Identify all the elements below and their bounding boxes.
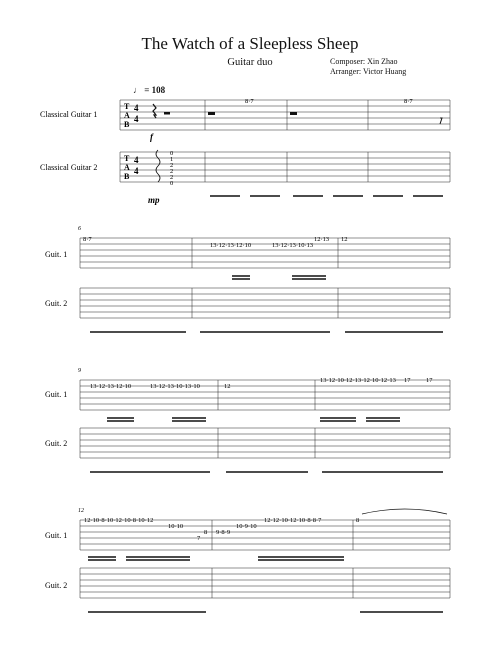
tie-curve bbox=[362, 509, 447, 514]
svg-text:1: 1 bbox=[170, 156, 174, 163]
tab-number: 10·9·10 bbox=[236, 523, 257, 530]
dynamic-forte: f bbox=[150, 132, 153, 142]
staff-guitar-2 bbox=[80, 568, 450, 598]
instrument-label-guitar-2: Guit. 2 bbox=[45, 439, 68, 448]
tab-clef-t: T bbox=[124, 102, 130, 111]
beamed-notes bbox=[232, 276, 326, 279]
tab-number: 13·12·13·12·10 bbox=[210, 242, 252, 249]
time-signature bbox=[134, 103, 139, 124]
tab-clef bbox=[124, 154, 130, 181]
system-4 bbox=[45, 508, 450, 612]
tab-number: 7 bbox=[197, 535, 201, 542]
composer-credit: Composer: Xin Zhao bbox=[330, 57, 398, 66]
tab-number: 8·7 bbox=[404, 98, 413, 105]
measure-number: 9 bbox=[78, 368, 81, 374]
staff-guitar-2 bbox=[80, 428, 450, 458]
tab-number: 17 bbox=[404, 377, 411, 384]
staff-guitar-2 bbox=[80, 288, 450, 318]
svg-text:4: 4 bbox=[134, 155, 139, 165]
instrument-label-guitar-1: Classical Guitar 1 bbox=[40, 110, 98, 119]
tab-number: 12 bbox=[224, 383, 231, 390]
svg-text:4: 4 bbox=[134, 166, 139, 176]
arranger-credit: Arranger: Victor Huang bbox=[330, 67, 407, 76]
beamed-notes bbox=[88, 557, 344, 560]
beamed-notes bbox=[107, 418, 400, 421]
tab-clef-a: A bbox=[124, 111, 130, 120]
tab-number: 9·8·9 bbox=[216, 529, 231, 536]
tab-number: 12·13 bbox=[314, 236, 330, 243]
staff-guitar-1 bbox=[80, 238, 450, 268]
tab-number: 10·10 bbox=[168, 523, 184, 530]
svg-text:4: 4 bbox=[134, 103, 139, 113]
tab-number: 8·7 bbox=[83, 236, 92, 243]
svg-text:2: 2 bbox=[170, 174, 174, 181]
page-title: The Watch of a Sleepless Sheep bbox=[141, 34, 359, 53]
tab-number: 12·10·8·10·12·10·8·10·12 bbox=[84, 517, 154, 524]
staff-guitar-1 bbox=[120, 100, 450, 130]
svg-text:B: B bbox=[124, 172, 130, 181]
tab-number: 8 bbox=[204, 529, 208, 536]
page-subtitle: Guitar duo bbox=[227, 57, 273, 68]
time-signature bbox=[134, 155, 139, 176]
svg-text:A: A bbox=[124, 163, 130, 172]
system-2 bbox=[45, 226, 450, 332]
tab-number: 8·7 bbox=[245, 98, 254, 105]
staff-guitar-1 bbox=[80, 520, 450, 550]
tempo-marking: ♩ = 108 bbox=[133, 85, 166, 95]
instrument-label-guitar-1: Guit. 1 bbox=[45, 531, 68, 540]
tab-number: 13·12·13·10·13·10 bbox=[150, 383, 200, 390]
whole-rest-icon bbox=[208, 112, 215, 115]
tab-number: 13·12·13·12·10 bbox=[90, 383, 132, 390]
eighth-rest-icon bbox=[440, 118, 442, 124]
tab-number: 12 bbox=[341, 236, 348, 243]
svg-text:0: 0 bbox=[170, 150, 174, 157]
tab-number: 13·12·10·12·13·12·10·12·13 bbox=[320, 377, 396, 384]
instrument-label-guitar-2: Guit. 2 bbox=[45, 581, 68, 590]
half-rest-icon bbox=[164, 112, 170, 115]
whole-rest-icon bbox=[290, 112, 297, 115]
instrument-label-guitar-2: Guit. 2 bbox=[45, 299, 68, 308]
dynamic-mezzo-piano: mp bbox=[148, 195, 160, 205]
svg-text:0: 0 bbox=[170, 180, 174, 187]
measure-number: 6 bbox=[78, 226, 81, 232]
svg-text:2: 2 bbox=[170, 162, 174, 169]
arpeggio-icon bbox=[156, 150, 160, 182]
tab-number: 13·12·13·10·13 bbox=[272, 242, 314, 249]
tab-number: 12·12·10·12·10·8·8·7 bbox=[264, 517, 322, 524]
instrument-label-guitar-1: Guit. 1 bbox=[45, 250, 68, 259]
tab-number: 8 bbox=[356, 517, 360, 524]
staff-guitar-1 bbox=[80, 380, 450, 410]
svg-text:4: 4 bbox=[134, 114, 139, 124]
system-1 bbox=[40, 98, 450, 205]
svg-text:T: T bbox=[124, 154, 130, 163]
system-3 bbox=[45, 368, 450, 472]
tab-clef-b: B bbox=[124, 120, 130, 129]
measure-number: 12 bbox=[78, 508, 84, 514]
tab-clef bbox=[124, 102, 130, 129]
instrument-label-guitar-1: Guit. 1 bbox=[45, 390, 68, 399]
chord-column bbox=[170, 150, 173, 187]
svg-text:2: 2 bbox=[170, 168, 174, 175]
instrument-label-guitar-2: Classical Guitar 2 bbox=[40, 163, 98, 172]
tab-number: 17 bbox=[426, 377, 433, 384]
